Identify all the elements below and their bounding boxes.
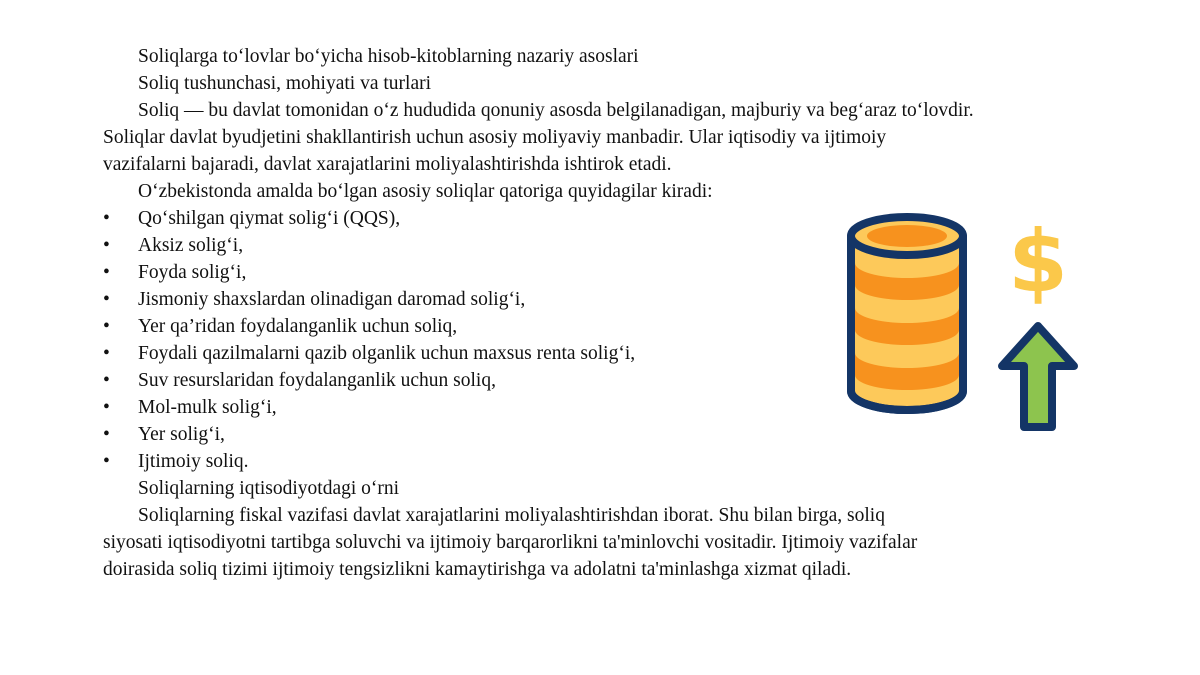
bullet-icon: •: [103, 208, 110, 229]
paragraph-line: doirasida soliq tizimi ijtimoiy tengsizlikni kamaytirishga va adolatni ta'minlashga xizmat qiladi.: [103, 559, 852, 580]
bullet-icon: •: [103, 397, 110, 418]
paragraph-line: Soliqlar davlat byudjetini shakllantirish uchun asosiy moliyaviy manbadir. Ular iqtisodiy va ijtimoiy: [103, 127, 887, 148]
list-item: Ijtimoiy soliq.: [138, 451, 249, 472]
paragraph-line: Soliqlarning fiskal vazifasi davlat xarajatlarini moliyalashtirishdan iborat. Shu bilan birga, soliq: [138, 505, 885, 526]
list-item: Foydali qazilmalarni qazib olganlik uchun maxsus renta solig‘i,: [138, 343, 636, 364]
bullet-icon: •: [103, 289, 110, 310]
list-item: Qo‘shilgan qiymat solig‘i (QQS),: [138, 208, 401, 229]
illustration-svg: [840, 205, 1080, 435]
bullet-icon: •: [103, 235, 110, 256]
document-title: Soliqlarga to‘lovlar bo‘yicha hisob-kitoblarning nazariy asoslari: [138, 46, 639, 67]
list-item: Mol-mulk solig‘i,: [138, 397, 277, 418]
list-item: Yer solig‘i,: [138, 424, 225, 445]
list-item: Jismoniy shaxslardan olinadigan daromad solig‘i,: [138, 289, 526, 310]
section-heading: Soliqlarning iqtisodiyotdagi o‘rni: [138, 478, 400, 499]
paragraph-line: Soliq — bu davlat tomonidan o‘z hududida qonuniy asosda belgilanadigan, majburiy va beg‘araz to‘lovdir.: [138, 100, 974, 121]
list-item: Aksiz solig‘i,: [138, 235, 244, 256]
section-heading: Soliq tushunchasi, mohiyati va turlari: [138, 73, 432, 94]
list-item: Suv resurslaridan foydalanganlik uchun soliq,: [138, 370, 496, 391]
paragraph-line: O‘zbekistonda amalda bo‘lgan asosiy soliqlar qatoriga quyidagilar kiradi:: [138, 181, 713, 202]
paragraph-line: siyosati iqtisodiyotni tartibga soluvchi va ijtimoiy barqarorlikni ta'minlovchi vositadir. Ijtimoiy vazifalar: [103, 532, 918, 553]
bullet-icon: •: [103, 370, 110, 391]
up-arrow-icon: [1002, 326, 1074, 427]
dollar-sign-icon: $: [1008, 212, 1068, 312]
bullet-icon: •: [103, 451, 110, 472]
tax-growth-illustration: [840, 205, 1080, 440]
coin-stack-icon: [851, 217, 963, 410]
list-item: Foyda solig‘i,: [138, 262, 247, 283]
bullet-icon: •: [103, 262, 110, 283]
bullet-icon: •: [103, 424, 110, 445]
bullet-icon: •: [103, 343, 110, 364]
paragraph-line: vazifalarni bajaradi, davlat xarajatlarini moliyalashtirishda ishtirok etadi.: [103, 154, 672, 175]
bullet-icon: •: [103, 316, 110, 337]
list-item: Yer qa’ridan foydalanganlik uchun soliq,: [138, 316, 458, 337]
